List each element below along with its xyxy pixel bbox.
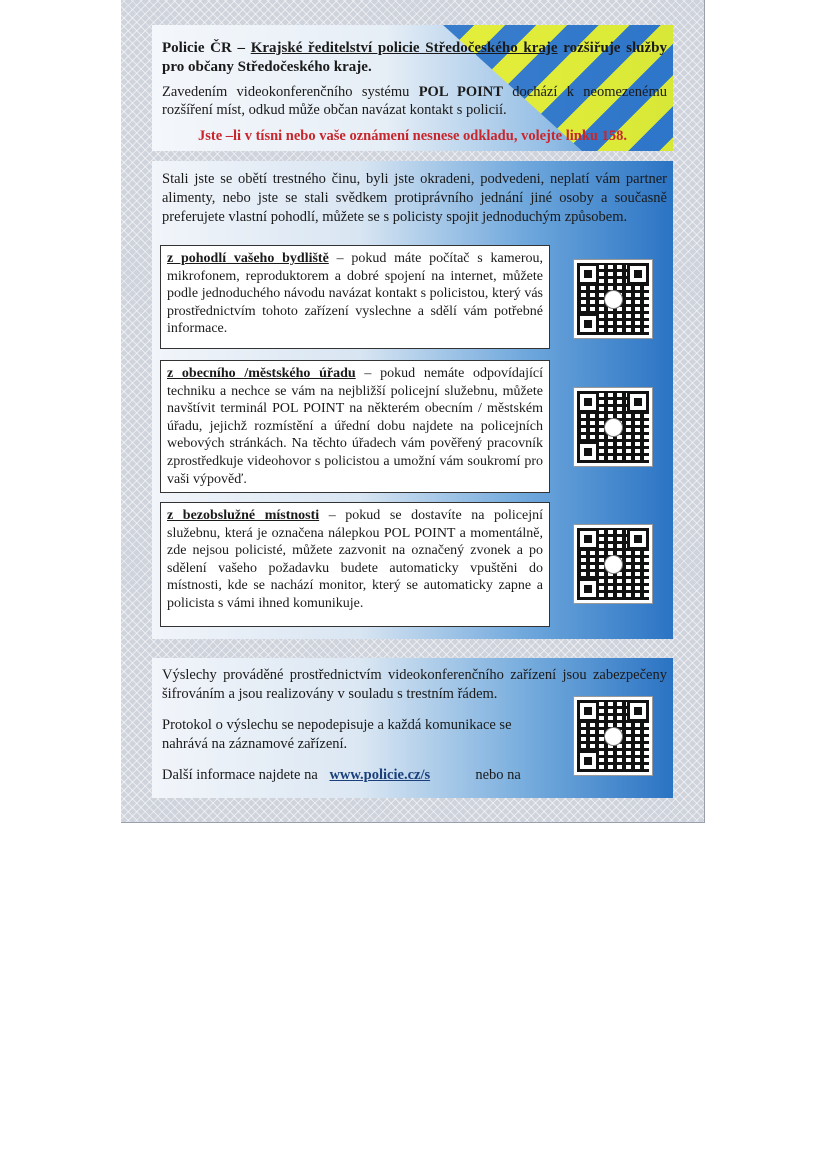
headline-rest: rozšiřuje služby pro občany Středočeského kraje. <box>162 40 668 75</box>
qr-code-icon[interactable] <box>574 388 652 466</box>
options-panel <box>152 161 673 639</box>
option-home-title: z pohodlí vašeho bydliště <box>167 251 329 266</box>
org-unit: Krajské ředitelství policie Středočeského kraje <box>250 40 558 56</box>
qr-code-icon[interactable] <box>574 697 652 775</box>
lead-text: Stali jste se obětí trestného činu, byli jste okradeni, podvedeni, neplatí vám partner alimenty, nebo jste se stali svědkem protiprávního jednání jiné osoby a současně preferujete vlastní pohodlí, můžete se s policisty spojit jednoduchým způsobem. <box>162 171 667 225</box>
more-info-post: nebo na <box>475 767 521 783</box>
website-link[interactable]: www.policie.cz/s <box>329 767 431 783</box>
option-office-text: – pokud nemáte odpovídající techniku a nechce se vám na nejbližší policejní služebnu, můžete navštívit terminál POL POINT na některém obecním / městském úřadu, jejichž rozmístění a úřední dobu najdete na policejních webových stránkách. Na těchto úřadech vám pověřený pracovník zprostředkuje videohovor s policistou a umožní vám soukromí pro vaši výpověď. <box>167 366 543 487</box>
option-room-title: z bezobslužné místnosti <box>167 508 320 523</box>
option-home-text: – pokud máte počítač s kamerou, mikrofonem, reproduktorem a dobré spojení na internet, můžete podle jednoduchého návodu navázat kontakt s policistou, který vás prostřednictvím tohoto zařízení vyslechne a sdělí vám potřebné informace. <box>167 251 543 337</box>
org-name: Policie ČR – <box>162 40 246 56</box>
footer-protocol: Protokol o výslechu se nepodepisuje a každá komunikace se nahrává na záznamové zařízení. <box>162 717 512 752</box>
option-unmanned-room <box>160 502 550 627</box>
option-municipal-office <box>160 360 550 493</box>
option-room-text: – pokud se dostavíte na policejní služebnu, která je označena nálepkou POL POINT a momentálně, zde nejsou policisté, můžete zazvonit na označený zvonek a po sdělení vašeho požadavku budete automaticky vpuštěni do místnosti, kde se nachází monitor, který se automaticky zapne a policista s vámi ihned komunikuje. <box>167 508 543 611</box>
qr-code-icon[interactable] <box>574 260 652 338</box>
emergency-alert: Jste –li v tísni nebo vaše oznámení nesnese odkladu, volejte linku 158. <box>198 128 627 144</box>
intro-post: dochází k neomezenému rozšíření míst, odkud může občan navázat kontakt s policií. <box>162 84 668 118</box>
headline <box>162 39 667 77</box>
flyer <box>121 0 705 823</box>
footer-panel <box>152 658 673 798</box>
option-home <box>160 245 550 349</box>
header-panel <box>152 25 673 151</box>
qr-code-icon[interactable] <box>574 525 652 603</box>
footer-security: Výslechy prováděné prostřednictvím videokonferenčního zařízení jsou zabezpečeny šifrováním a jsou realizovány v souladu s trestním řádem. <box>162 667 667 702</box>
more-info-pre: Další informace najdete na <box>162 767 318 783</box>
footer-more-info <box>162 766 562 784</box>
intro-pre: Zavedením videokonferenčního systému <box>162 84 410 100</box>
option-office-title: z obecního /městského úřadu <box>167 366 356 381</box>
intro-text <box>162 83 667 119</box>
system-name: POL POINT <box>418 84 503 100</box>
